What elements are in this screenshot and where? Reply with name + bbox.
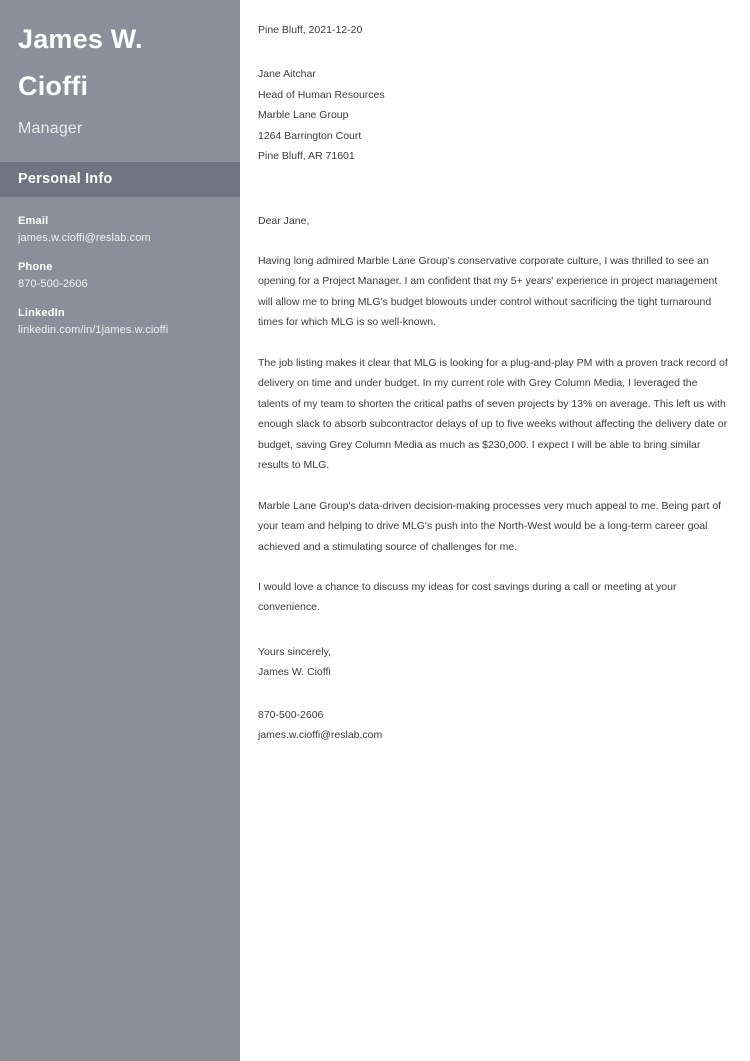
signature-phone: 870-500-2606 [258, 708, 324, 721]
linkedin-value[interactable]: linkedin.com/in/1james.w.cioffi [18, 324, 169, 336]
personal-info-section-header: Personal Info [0, 162, 240, 197]
letter-paragraph-3: Marble Lane Group's data-driven decision-making processes very much appeal to me. Being part of your team and helping to drive MLG's push into the North-West would be a long-term career goal achieved and a stimulating source of challenges for me. [258, 499, 722, 553]
signature-email: james.w.cioffi@reslab.com [258, 729, 383, 742]
sidebar [0, 0, 240, 1061]
personal-info-list [0, 197, 240, 336]
recipient-street: 1264 Barrington Court [258, 129, 362, 142]
info-item-linkedin [18, 307, 222, 336]
recipient-name: Jane Aitchar [258, 68, 316, 81]
recipient-city-state-zip: Pine Bluff, AR 71601 [258, 150, 355, 163]
name-block [0, 26, 240, 100]
letter-paragraph-1: Having long admired Marble Lane Group's conservative corporate culture, I was thrilled to see an opening for a Project Manager. I am confident that my 5+ years' experience in project management will allow me to bring MLG's budget blowouts under control without sacrificing the tight turnaround times for which MLG is so well-known. [258, 254, 718, 329]
applicant-first-name: James W. [18, 24, 143, 54]
letter-paragraph-2: The job listing makes it clear that MLG is looking for a plug-and-play PM with a proven track record of delivery on time and under budget. In my current role with Grey Column Media, I leveraged the talents of my team to shorten the critical paths of seven projects by 13% on average. This left us with enough slack to absorb subcontractor delays of up to five weeks without affecting the delivery date or budget, saving Grey Column Media as much as $230,000. I expect I will be able to bring similar results to MLG. [258, 356, 728, 472]
recipient-company: Marble Lane Group [258, 109, 349, 122]
info-item-email [18, 215, 222, 244]
linkedin-label: LinkedIn [18, 307, 65, 319]
letter-body [240, 0, 750, 1061]
recipient-title: Head of Human Resources [258, 88, 385, 101]
letter-date-line: Pine Bluff, 2021-12-20 [258, 24, 363, 36]
letter-closing [258, 642, 730, 683]
closing-salutation: Yours sincerely, [258, 645, 331, 658]
phone-value[interactable]: 870-500-2606 [18, 278, 88, 290]
email-label: Email [18, 215, 49, 227]
signature-contact-block [258, 705, 730, 746]
signature-name: James W. Cioffi [258, 666, 331, 679]
recipient-address-block [258, 64, 730, 166]
letter-salutation: Dear Jane, [258, 214, 310, 227]
phone-label: Phone [18, 261, 53, 273]
applicant-job-title: Manager [18, 120, 83, 137]
email-value[interactable]: james.w.cioffi@reslab.com [18, 232, 151, 244]
info-item-phone [18, 261, 222, 290]
applicant-last-name: Cioffi [18, 71, 89, 101]
letter-paragraph-4: I would love a chance to discuss my ideas for cost savings during a call or meeting at your convenience. [258, 580, 677, 614]
